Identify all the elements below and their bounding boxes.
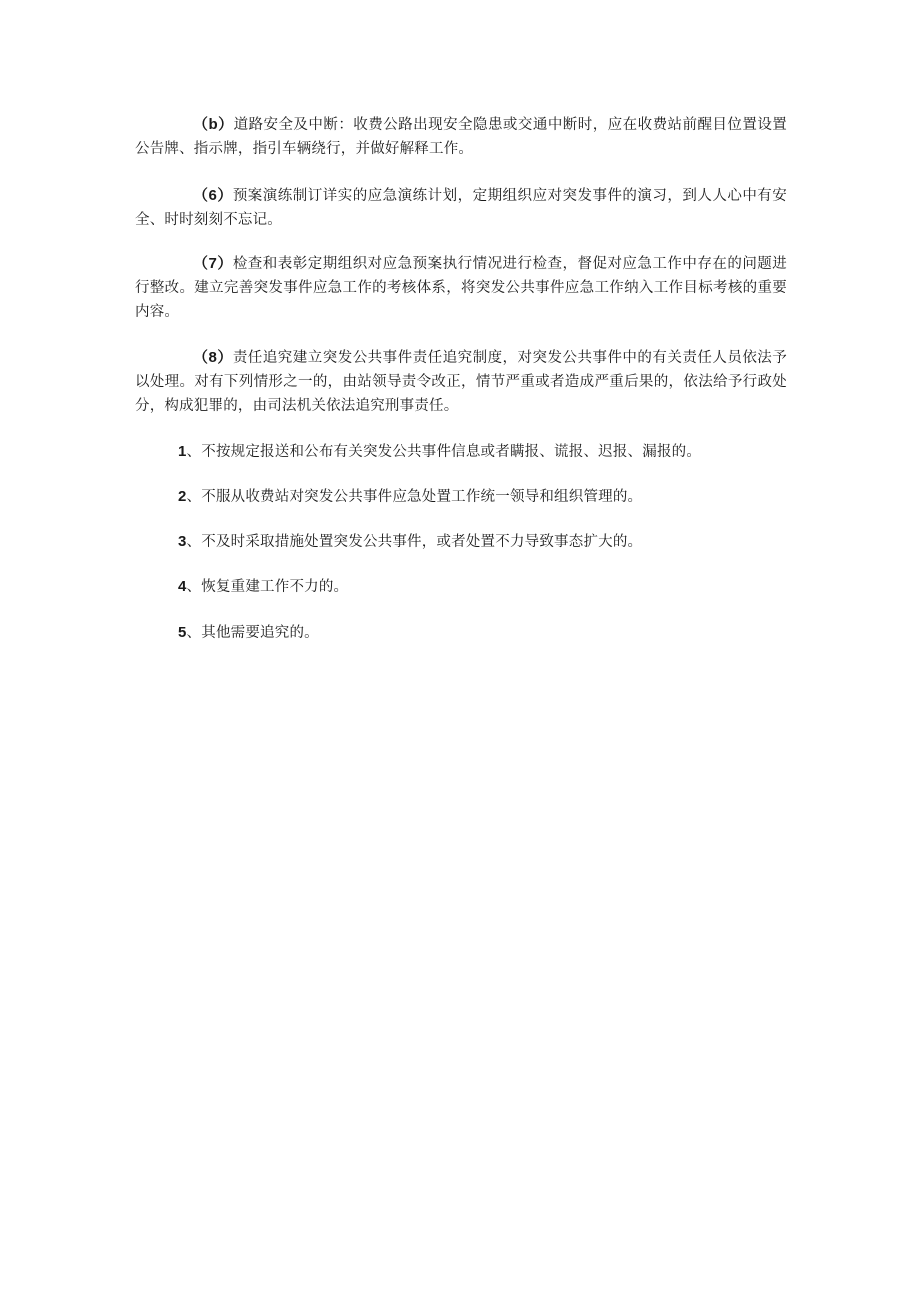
list-item [178,485,788,509]
paragraph-text: 检查和表彰定期组织对应急预案执行情况进行检查，督促对应急工作中存在的问题进行整改。建立完善突发事件应急工作的考核体系，将突发公共事件应急工作纳入工作目标考核的重要内容。 [135,256,787,320]
list-item-text: 恢复重建工作不力的。 [201,579,349,595]
paragraph-8 [135,346,787,418]
list-item [178,440,788,464]
list-item-number: 1 [178,443,187,460]
list-item-number: 4 [178,578,187,595]
list-item-separator: 、 [186,444,202,460]
paragraph-text: 预案演练制订详实的应急演练计划，定期组织应对突发事件的演习，到人人心中有安全、时时刻刻不忘记。 [135,188,787,228]
list-item-separator: 、 [186,579,202,595]
paragraph-b [135,113,787,161]
list-item [178,621,788,645]
list-item-separator: 、 [186,489,202,505]
list-item-separator: 、 [186,534,202,550]
list-item-text: 不按规定报送和公布有关突发公共事件信息或者瞒报、谎报、迟报、漏报的。 [201,444,702,460]
paragraph-text: 道路安全及中断：收费公路出现安全隐患或交通中断时，应在收费站前醒目位置设置公告牌、指示牌，指引车辆绕行，并做好解释工作。 [135,117,787,157]
list-item-number: 2 [178,488,187,505]
list-item [178,575,788,599]
list-item-text: 其他需要追究的。 [201,625,319,641]
paragraph-text: 责任追究建立突发公共事件责任追究制度，对突发公共事件中的有关责任人员依法予以处理。对有下列情形之一的，由站领导责令改正，情节严重或者造成严重后果的，依法给予行政处分，构成犯罪的，由司法机关依法追究刑事责任。 [135,350,787,414]
list-item-text: 不服从收费站对突发公共事件应急处置工作统一领导和组织管理的。 [201,489,643,505]
list-item [178,530,788,554]
paragraph-marker: （7） [193,255,233,272]
list-item-number: 3 [178,533,187,550]
paragraph-marker: （6） [193,187,233,204]
list-item-separator: 、 [186,625,202,641]
list-item-text: 不及时采取措施处置突发公共事件，或者处置不力导致事态扩大的。 [201,534,643,550]
list-item-number: 5 [178,624,187,641]
paragraph-6 [135,184,787,232]
paragraph-7 [135,252,787,324]
paragraph-marker: （b） [193,116,234,133]
paragraph-marker: （8） [193,349,233,366]
